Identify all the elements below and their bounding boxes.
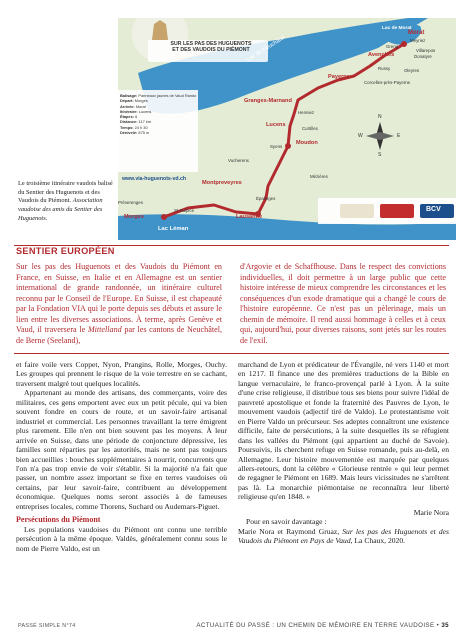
place-lausanne: Lausanne — [236, 214, 263, 220]
place-villarepos: Villarepos — [416, 48, 436, 53]
further-authors: Marie Nora et Raymond Gruaz, — [238, 526, 343, 536]
footer-title: ACTUALITÉ DU PASSÉ : UN CHEMIN DE MÉMOIRE EN TERRE VAUDOISE — [196, 622, 435, 629]
place-syens: Syens — [270, 144, 283, 149]
place-payerne: Payerne — [328, 74, 350, 80]
caption-credit: Association vaudoise des amis du Sentier des Huguenots. — [18, 197, 103, 222]
place-preverenges: Préverenges — [118, 200, 143, 205]
body-paragraph: Appartenant au monde des artisans, des commerçants, voire des militaires, ces gens emportent avec eux un petit pécule, qui va bien souvent fondre en cours de route, et un savoir-faire artisanal industriel et commercial. Les personnes travaillant la terre émigrent plus rarement. Elle n'en ont bien souvent pas les moyens. À leur arrivée en Suisse, dans une période de conjoncture dépressive, les familles sont réparties par les autorités, mais ne sont pas toujours bien accueillies : bouches supplémentaires à nourrir, concurrents que l'on n'a pas trop envie de voir s'établir. Si la majorité n'a fait que passer, un nombre assez important se fixe en terres vaudoises où certains, par leur savoir-faire, contribuent au développement économique. Quelques noms seront associés à de fameuses entreprises locales, comme Thorens, Suchard ou Audemars-Piguet. — [16, 388, 227, 511]
compass-s: S — [378, 152, 382, 158]
label-lake-neuchatel: Lac de Neuchâtel — [246, 34, 287, 64]
place-curtilles: Curtilles — [302, 126, 318, 131]
place-morges: Morges — [124, 214, 144, 220]
place-moudon: Moudon — [296, 140, 318, 146]
bcv-logo-text: BCV — [426, 206, 441, 213]
marker-morat — [401, 41, 407, 47]
intro-bottom-rule — [14, 353, 449, 354]
info-box-text — [120, 93, 198, 135]
body-paragraph: et faire voile vers Coppet, Nyon, Prangins, Rolle, Morges, Ouchy. Les groupes qui prennent le risque de la voie terrestre en se cachant, traversent malgré tout quelques localités. — [16, 360, 227, 388]
place-avenches: Avenches — [368, 52, 395, 58]
place-montpreveyres: Montpreveyres — [202, 180, 242, 186]
place-vucherens: Vucherens — [228, 158, 249, 163]
place-stsulpice: St-Sulpice — [174, 208, 195, 213]
marker-moudon — [285, 143, 291, 149]
footer-issue: PASSÉ SIMPLE N°74 — [18, 623, 76, 629]
page-number: 35 — [441, 622, 449, 629]
body-paragraph: Les populations vaudoises du Piémont ont connu une terrible persécution à la même époque. Valdès, généralement connu sous le nom de Pierre Valdo, est un — [16, 524, 227, 553]
intro-left-column: Sur les pas des Huguenots et des Vaudois du Piémont en France, en Suisse, en Italie et en Allemagne est un sentier international de grande randonnée, un itinéraire culturel reconnu par le Conseil de l'Europe. En Suisse, il est chapeauté par la Fondation VIA qui le porte depuis ses débuts et assure le lien entre les diverses associations. À terme, après Genève et Vaud, il traversera le Mittelland par les cantons de Neuchâtel, de Berne (Seeland), — [16, 262, 222, 345]
caption-main: Le troisième itinéraire vaudois balisé du Sentier des Huguenots et des Vaudois du Piémont. — [18, 180, 113, 205]
banner-line1: SUR LES PAS DES HUGUENOTS — [170, 41, 252, 47]
section-title: SENTIER EUROPÉEN — [16, 246, 115, 256]
place-granges: Granges-Marnand — [244, 98, 292, 104]
further-label: Pour en savoir davantage : — [246, 517, 327, 527]
compass-n: N — [378, 114, 382, 120]
place-oleyres: Oleyres — [404, 68, 420, 73]
info-row: Temps: 24 h 30 — [120, 124, 148, 130]
label-lake-leman: Lac Léman — [158, 226, 189, 232]
info-row: Balisage: Panneaux jaunes de Vaud Rando — [120, 93, 197, 98]
banner-line2: ET DES VAUDOIS DU PIÉMONT — [172, 46, 250, 53]
body-paragraph: marchand de Lyon et prédicateur de l'Évangile, né vers 1140 et mort en 1217. Il finance une des premières traductions de la Bible en langue vernaculaire, le franco-provençal parlé à Lyon. À la suite d'une crise religieuse, il distribue tous ses biens pour suivre l'idéal de pauvreté apostolique et fonde la fraternité des Pauvres de Lyon, le mouvement vaudois (adjectif tiré de Valdo). Le protestantisme voit en Pierre Valdo un précurseur. Ses adeptes connaîtront une existence difficile, faite de persécutions, à la suite desquelles ils se réfugient dans les vallées du Piémont (qui appartient au duché de Savoie). Poursuivis, ils cherchent refuge en Suisse romande, puis au-delà, en Allemagne. Leur histoire mouvementée est marquée par quelques allers-retours, dont la célèbre « Glorieuse rentrée » qui leur permet de regagner le Piémont en 1689. Mais leurs vicissitudes ne s'arrêtent pas là. La monarchie piémontaise ne reconnaîtra leur liberté religieuse qu'en 1848. » — [238, 360, 449, 502]
map-caption — [18, 180, 114, 223]
info-row: Étapes: 6 — [120, 114, 138, 120]
body-left-column — [16, 360, 227, 553]
info-row: Arrivée: Morat — [120, 103, 146, 109]
body-right-column — [238, 360, 449, 546]
further-title: Sur les pas des Huguenots et des Vaudois du Piémont en Pays de Vaud — [238, 526, 449, 546]
map-banner-text — [154, 42, 268, 54]
compass-e: E — [397, 133, 401, 139]
place-morat: Morat — [408, 30, 425, 36]
info-row: Départ: Morges — [120, 98, 148, 104]
intro-italic: Mittelland — [87, 325, 122, 334]
map-url: www.via-huguenots-vd.ch — [122, 176, 187, 182]
place-mezieres: Mézières — [310, 174, 328, 179]
further-reading — [238, 517, 449, 545]
subsection-title: Persécutions du Piémont — [16, 515, 101, 525]
info-row: Itinéraire: Lucens — [120, 108, 152, 114]
compass-w: W — [358, 133, 363, 139]
place-greng: Greng — [386, 44, 399, 49]
place-lucens: Lucens — [266, 122, 286, 128]
sponsor-logo-neutral — [340, 204, 374, 218]
further-pub: , La Chaux, 2020. — [350, 536, 406, 546]
place-russy: Russy — [378, 66, 391, 71]
author-signature: Marie Nora — [413, 507, 449, 517]
intro-right-column: d'Argovie et de Schaffhouse. Dans le respect des convictions individuelles, il doit permettre à un large public que cette histoire intéresse de mieux comprendre les circonstances et les conséquences d'un exode dramatique qui a changé le cours de l'histoire européenne. Ce n'est pas un pèlerinage, mais un chemin de mémoire. Il rend aussi hommage à celles et à ceux qui, aujourd'hui, pour diverses raisons, sont jetés sur les routes de l'exil. — [240, 262, 446, 345]
footer-running-title: ACTUALITÉ DU PASSÉ : UN CHEMIN DE MÉMOIRE EN TERRE VAUDOISE • 35 — [196, 622, 449, 629]
place-epalinges: Épalinges — [256, 196, 276, 201]
place-meyriez: Meyriez — [410, 38, 426, 43]
sponsor-logo-red — [380, 204, 414, 218]
place-henniez: Henniez — [298, 110, 315, 115]
label-lake-morat: Lac de Morat — [382, 26, 412, 31]
place-corcelles: Corcelles-près-Payerne — [364, 80, 411, 85]
info-row: Dénivelé: 875 m — [120, 130, 150, 136]
info-row: Distance: 117 km — [120, 119, 152, 125]
marker-morges — [161, 214, 167, 220]
route-map — [118, 18, 456, 240]
place-donatyre: Donatyre — [414, 54, 432, 59]
